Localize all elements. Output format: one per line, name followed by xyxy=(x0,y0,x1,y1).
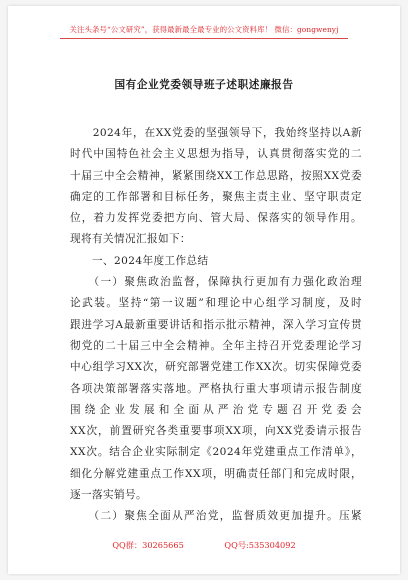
footer-qq-number: QQ号:535304092 xyxy=(224,540,296,550)
body-line: 现将有关情况汇报如下： xyxy=(70,233,191,246)
body-line: XX次，前置研究各类重要事项XX项，向XX党委请示报告 xyxy=(70,425,362,438)
body-line: 围绕企业发展和全面从严治党专题召开党委会 xyxy=(70,403,362,416)
header-promo-note: 关注头条号“公文研究”，获得最新最全最专业的公文资料库！ 微信：gongwenyj xyxy=(69,25,339,34)
footer-qq-group: QQ群：30265665 xyxy=(112,540,184,550)
body-line: 2024年，在XX党委的坚强领导下，我始终坚持以A新 xyxy=(70,127,362,139)
body-line: 时代中国特色社会主义思想为指导，认真贯彻落实党的二 xyxy=(70,148,362,161)
body-line: 逐一落实销号。 xyxy=(70,489,147,502)
body-line: 细化分解党建重点工作XX项，明确责任部门和完成时限， xyxy=(70,467,362,480)
body-line: 彻党的二十届三中全会精神。全年主持召开党委理论学习 xyxy=(70,339,362,352)
body-line: （一）聚焦政治监督，保障执行更加有力强化政治理 xyxy=(70,276,362,289)
document-title: 国有企业党委领导班子述职述廉报告 xyxy=(114,79,294,91)
document-page xyxy=(8,6,400,574)
body-line: XX次。结合企业实际制定《2024年党建重点工作清单》， xyxy=(70,446,362,459)
body-line: 位，着力发挥党委把方向、管大局、保落实的领导作用。 xyxy=(70,212,362,225)
body-line: 论武装。坚持“第一议题”和理论中心组学习制度，及时 xyxy=(70,297,362,310)
header-divider xyxy=(60,38,348,39)
body-line: （二）聚焦全面从严治党，监督质效更加提升。压紧 xyxy=(70,510,362,523)
body-line: 跟进学习A最新重要讲话和指示批示精神，深入学习宣传贯 xyxy=(70,318,362,331)
body-line: 十届三中全会精神，紧紧围绕XX工作总思路，按照XX党委 xyxy=(70,169,362,182)
document-body xyxy=(70,123,362,528)
body-line: 中心组学习XX次，研究部署党建工作XX次。切实保障党委 xyxy=(70,361,362,374)
footer-contact xyxy=(8,540,400,551)
body-line: 各项决策部署落实落地。严格执行重大事项请示报告制度 xyxy=(70,382,362,395)
section-heading: 一、2024年度工作总结 xyxy=(70,254,209,267)
body-line: 确定的工作部署和目标任务，聚焦主责主业、坚守职责定 xyxy=(70,190,362,203)
